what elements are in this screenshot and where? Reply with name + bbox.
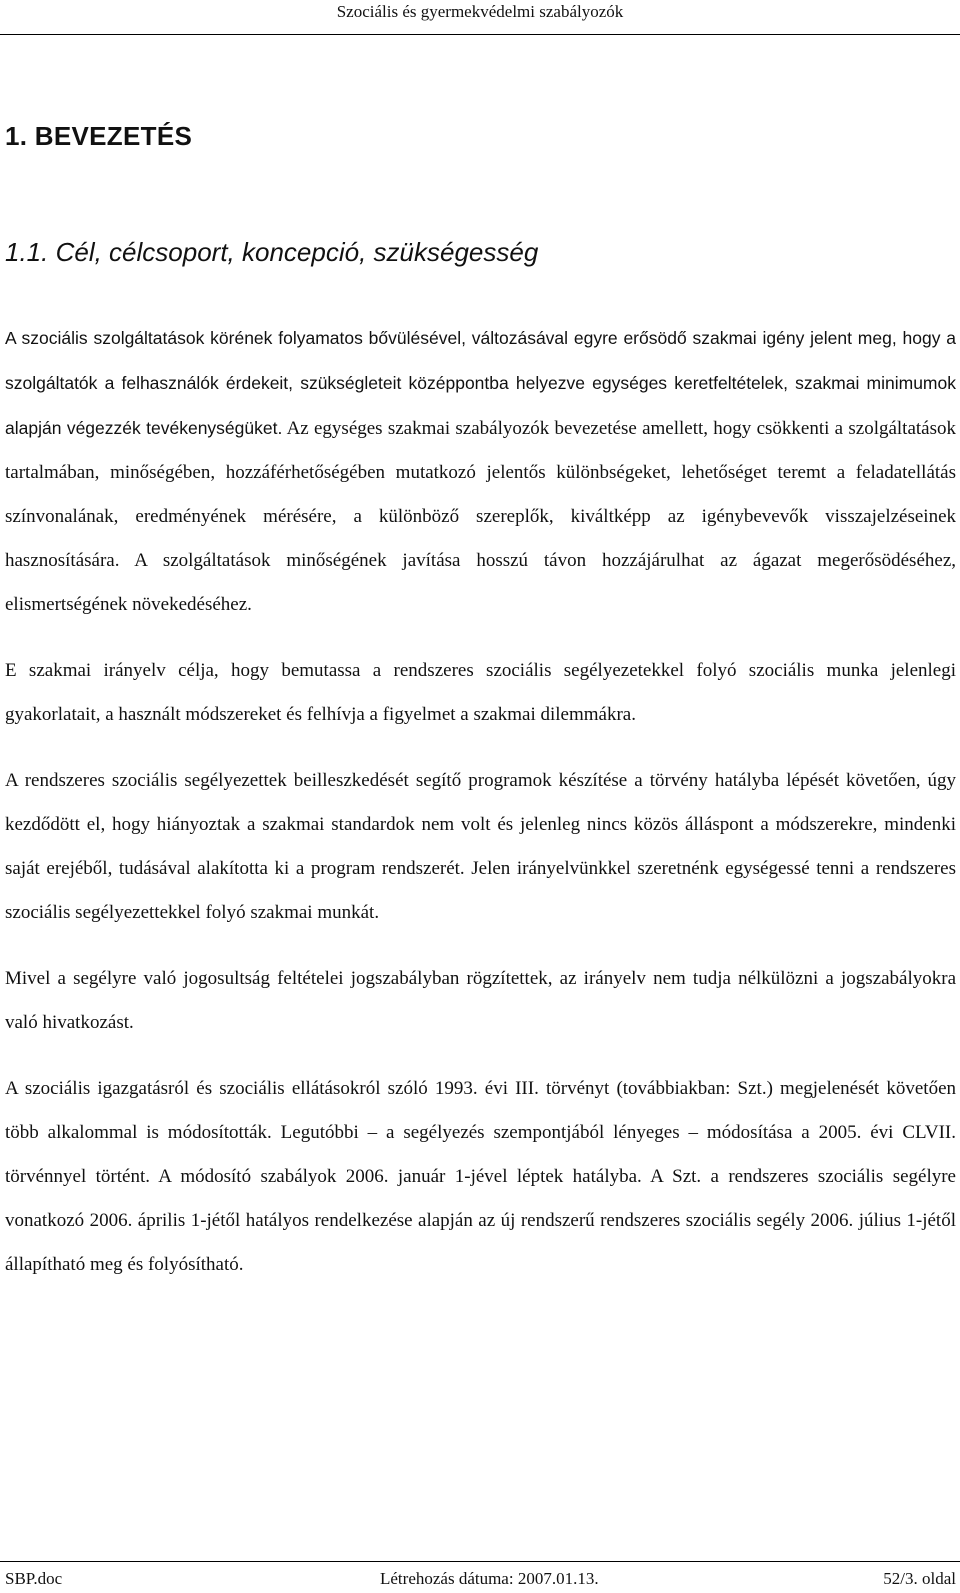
page-footer — [0, 1567, 960, 1591]
paragraph-programs: A rendszeres szociális segélyezettek beilleszkedését segítő programok készítése a törvény hatályba lépését követően, úgy kezdődött el, hogy hiányoztak a szakmai standardok nem volt és jelenleg nincs közös álláspont a módszerekre, mindenki saját erejéből, tudásával alakította ki a program rendszerét. Jelen irányelvünkkel szeretnénk egységessé tenni a rendszeres szociális segélyezettekkel folyó szakmai munkát. — [5, 770, 956, 923]
intro-serif-text: Az egységes szakmai szabályozók bevezetése amellett, hogy csökkenti a szolgáltatások tartalmában, minőségében, hozzáférhetőségében mutatkozó jelentős különbségeket, lehetőséget teremt a feladatellátás színvonalának, eredményének mérésére, a különböző szereplők, kiváltképp az igénybevevők visszajelzéseinek hasznosítására. A szolgáltatások minőségének javítása hosszú távon hozzájárulhat az ágazat megerősödéséhez, elismertségének növekedéséhez. — [5, 418, 957, 615]
document-body — [5, 316, 956, 1309]
intro-sans-text: A szociális szolgáltatások körének folyamatos bővülésével, változásával egyre erősödő szakmai igény jelent meg, hogy a szolgáltatók a felhasználók érdekeit, szükségleteit középpontba helyezve egységes keretfeltételek, szakmai minimumok alapján végezzék tevékenységüket. — [5, 328, 956, 438]
running-header: Szociális és gyermekvédelmi szabályozók — [336, 2, 624, 21]
paragraph-legal-reference: Mivel a segélyre való jogosultság feltételei jogszabályban rögzítettek, az irányelv nem tudja nélkülözni a jogszabályokra való hivatkozást. — [5, 968, 956, 1033]
section-title: 1.1. Cél, célcsoport, koncepció, szükségesség — [5, 237, 539, 267]
intro-paragraph — [5, 316, 956, 627]
footer-filename: SBP.doc — [5, 1569, 63, 1588]
header-divider — [0, 34, 960, 35]
paragraph-goal: E szakmai irányelv célja, hogy bemutassa a rendszeres szociális segélyezetekkel folyó szociális munka jelenlegi gyakorlatait, a használt módszereket és felhívja a figyelmet a szakmai dilemmákra. — [5, 660, 956, 725]
footer-created-date: Létrehozás dátuma: 2007.01.13. — [380, 1569, 599, 1588]
paragraph-law-history: A szociális igazgatásról és szociális ellátásokról szóló 1993. évi III. törvényt (továbbiakban: Szt.) megjelenését követően több alkalommal is módosították. Legutóbbi – a segélyezés szempontjából lényeges – módosítása a 2005. évi CLVII. törvénnyel történt. A módosító szabályok 2006. január 1-jével léptek hatályba. A Szt. a rendszeres szociális segélyre vonatkozó 2006. április 1-jétől hatályos rendelkezése alapján az új rendszerű rendszeres szociális segély 2006. július 1-jétől állapítható meg és folyósítható. — [5, 1078, 956, 1275]
footer-divider — [0, 1561, 960, 1562]
chapter-title: 1. BEVEZETÉS — [5, 121, 193, 151]
footer-page-number: 52/3. oldal — [883, 1569, 956, 1588]
